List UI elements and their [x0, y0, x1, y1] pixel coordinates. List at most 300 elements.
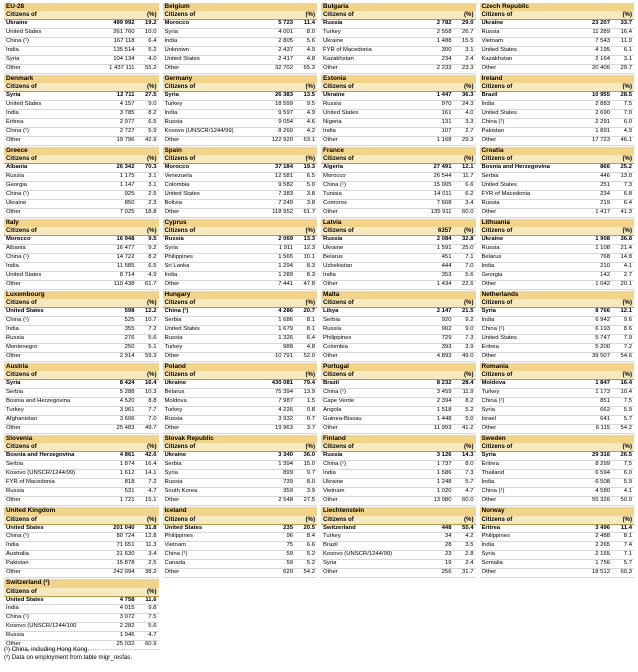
table-row — [4, 164, 159, 173]
row-count: 29 316 — [591, 452, 610, 459]
row-citizenship: Morocco — [164, 164, 190, 171]
row-percent: 11.4 — [620, 524, 632, 531]
row-count: 8 232 — [436, 380, 452, 387]
table-row — [4, 542, 159, 551]
table-row — [321, 20, 476, 29]
header-total — [95, 11, 135, 19]
table-row — [163, 551, 318, 560]
table-row — [480, 380, 635, 389]
table-row — [480, 65, 635, 74]
row-count: 3 785 — [119, 110, 135, 117]
row-percent: 6.5 — [148, 263, 157, 270]
row-count: 3 459 — [436, 389, 452, 396]
row-percent: 7.1 — [465, 254, 474, 261]
row-citizenship: Other — [481, 497, 497, 504]
row-citizenship: China (¹) — [6, 38, 29, 45]
row-citizenship: India — [481, 317, 495, 324]
row-percent: 27.5 — [145, 92, 157, 99]
header-percent: (%) — [147, 371, 157, 379]
row-count: 80 724 — [116, 533, 135, 540]
table-header — [480, 227, 635, 236]
header-percent: (%) — [305, 155, 315, 163]
row-count: 598 — [124, 308, 135, 315]
row-citizenship: Syria — [481, 452, 496, 459]
row-citizenship: Other — [164, 425, 180, 432]
row-count: 3 932 — [278, 416, 293, 423]
table-row — [163, 38, 318, 47]
country-table — [4, 579, 159, 650]
row-citizenship: Russia — [481, 200, 500, 207]
row-citizenship: Ukraine — [164, 452, 187, 459]
row-count: 18 512 — [591, 569, 610, 576]
row-citizenship: Georgia — [6, 182, 27, 189]
row-percent: 8.0 — [306, 479, 315, 486]
header-total — [412, 83, 452, 91]
country-title: Belgium — [163, 3, 318, 11]
row-percent: 36.0 — [303, 452, 315, 459]
row-count: 7 987 — [278, 398, 293, 405]
row-citizenship: Other — [481, 137, 497, 144]
table-row — [4, 110, 159, 119]
row-citizenship: United States — [323, 110, 359, 117]
table-row — [321, 533, 476, 542]
header-citizens-of: Citizens of — [6, 515, 37, 523]
row-count: 988 — [283, 344, 293, 351]
header-citizens-of: Citizens of — [323, 371, 354, 379]
row-percent: 7.3 — [465, 335, 474, 342]
row-count: 9 597 — [278, 110, 293, 117]
row-percent: 23.3 — [462, 65, 474, 72]
country-title: Latvia — [321, 219, 476, 227]
table-row — [4, 416, 159, 425]
row-citizenship: China (¹) — [481, 398, 505, 405]
row-percent: 28.4 — [462, 380, 474, 387]
country-title: EU-28 — [4, 3, 159, 11]
table-row — [321, 560, 476, 569]
row-percent: 3.3 — [465, 119, 474, 126]
country-table — [480, 435, 635, 506]
table-header — [4, 227, 159, 236]
header-total — [253, 371, 293, 379]
row-percent: 9.2 — [465, 317, 474, 324]
row-percent: 70.3 — [145, 164, 157, 171]
row-count: 2 488 — [595, 533, 610, 540]
row-count: 1 908 — [595, 236, 610, 243]
row-percent: 20.7 — [303, 308, 315, 315]
row-citizenship: India — [6, 110, 19, 117]
table-header — [4, 371, 159, 380]
row-citizenship: United States — [481, 182, 517, 189]
row-citizenship: South Korea — [164, 488, 198, 495]
row-count: 970 — [441, 101, 452, 108]
table-row — [480, 200, 635, 209]
row-citizenship: Vietnam — [323, 488, 345, 495]
row-citizenship: Colombia — [323, 344, 348, 351]
row-count: 11 289 — [592, 29, 610, 36]
table-header — [163, 83, 318, 92]
row-citizenship: Russia — [164, 479, 183, 486]
row-citizenship: Nigeria — [323, 119, 342, 126]
row-count: 2 805 — [278, 38, 293, 45]
row-citizenship: India — [6, 263, 19, 270]
header-percent: (%) — [622, 83, 632, 91]
header-total: 6357 — [437, 227, 452, 235]
row-percent: 7.5 — [623, 101, 632, 108]
row-citizenship: Bosnia and Herzegovina — [481, 164, 550, 171]
row-percent: 3.1 — [623, 56, 632, 63]
row-citizenship: United States — [6, 308, 44, 315]
table-row — [321, 173, 476, 182]
row-count: 10 955 — [591, 92, 610, 99]
country-title: Austria — [4, 363, 159, 371]
row-count: 1 168 — [436, 137, 452, 144]
row-percent: 42.9 — [145, 137, 157, 144]
row-percent: 5.7 — [623, 560, 632, 567]
row-count: 2 548 — [278, 497, 293, 504]
row-citizenship: Ukraine — [164, 380, 187, 387]
row-citizenship: India — [323, 128, 336, 135]
row-citizenship: Other — [323, 569, 338, 576]
row-citizenship: Brazil — [323, 380, 340, 387]
row-count: 2 437 — [278, 47, 293, 54]
row-citizenship: Kosovo (UNSCR/1244/100 — [6, 623, 77, 630]
table-row — [480, 164, 635, 173]
row-percent: 8.0 — [306, 29, 315, 36]
row-citizenship: Other — [323, 281, 338, 288]
row-citizenship: Other — [6, 569, 21, 576]
row-citizenship: Uzbekistan — [323, 263, 353, 270]
row-count: 18 599 — [274, 101, 293, 108]
row-count: 21 630 — [116, 551, 135, 558]
row-count: 8 766 — [595, 308, 610, 315]
header-citizens-of: Citizens of — [164, 11, 196, 19]
table-row — [321, 47, 476, 56]
header-citizens-of: Citizens of — [481, 83, 513, 91]
row-count: 1 679 — [278, 326, 293, 333]
table-row — [321, 407, 476, 416]
row-citizenship: Eritrea — [481, 524, 501, 531]
row-citizenship: Bosnia and Herzegovina — [6, 398, 71, 405]
row-percent: 5.0 — [306, 182, 315, 189]
row-citizenship: China (¹) — [323, 182, 346, 189]
row-percent: 6.6 — [306, 542, 315, 549]
table-row — [321, 245, 476, 254]
row-count: 23 — [444, 551, 452, 558]
row-citizenship: United States — [6, 596, 44, 603]
row-percent: 12.3 — [303, 245, 315, 252]
table-row — [480, 560, 635, 569]
row-count: 2 782 — [436, 20, 452, 27]
table-row — [4, 200, 159, 209]
row-percent: 12.1 — [620, 308, 632, 315]
table-row — [480, 353, 635, 362]
header-total — [253, 299, 293, 307]
row-count: 818 — [124, 479, 135, 486]
row-citizenship: Montenegro — [6, 344, 38, 351]
row-count: 2 914 — [119, 353, 135, 360]
row-citizenship: Venezuela — [164, 173, 193, 180]
table-header — [321, 11, 476, 20]
table-row — [321, 119, 476, 128]
row-percent: 0.7 — [306, 416, 315, 423]
row-count: 4 226 — [278, 407, 293, 414]
table-row — [321, 461, 476, 470]
row-count: 1 447 — [436, 92, 452, 99]
country-title: Liechtenstein — [321, 507, 476, 515]
row-percent: 8.4 — [306, 533, 315, 540]
row-count: 142 — [600, 272, 610, 279]
table-row — [4, 479, 159, 488]
row-percent: 7.5 — [148, 614, 157, 621]
row-percent: 7.5 — [623, 461, 632, 468]
row-percent: 61.7 — [303, 209, 315, 216]
row-citizenship: Russia — [323, 326, 342, 333]
row-percent: 4.0 — [148, 56, 157, 63]
row-citizenship: India — [481, 542, 495, 549]
row-citizenship: Other — [481, 353, 497, 360]
row-percent: 6.6 — [465, 182, 474, 189]
table-row — [4, 632, 159, 641]
row-citizenship: Turkey — [323, 533, 341, 540]
table-row — [163, 353, 318, 362]
row-percent: 11.7 — [462, 173, 474, 180]
table-row — [163, 344, 318, 353]
row-citizenship: Other — [6, 353, 21, 360]
row-citizenship: United States — [164, 524, 203, 531]
row-count: 28 — [444, 542, 452, 549]
country-table — [321, 147, 476, 218]
row-citizenship: China (¹) — [164, 308, 189, 315]
table-row — [4, 569, 159, 578]
row-citizenship: United States — [6, 524, 44, 531]
row-percent: 3.1 — [148, 182, 157, 189]
country-title: Malta — [321, 291, 476, 299]
row-count: 1 417 — [595, 209, 610, 216]
row-count: 499 992 — [113, 20, 135, 27]
country-title: Italy — [4, 219, 159, 227]
row-citizenship: Bolivia — [164, 200, 182, 207]
row-count: 4 015 — [119, 605, 135, 612]
row-count: 9 054 — [278, 119, 293, 126]
header-total — [95, 371, 135, 379]
row-count: 3 340 — [278, 452, 293, 459]
table-row — [163, 479, 318, 488]
row-count: 1 108 — [595, 245, 610, 252]
header-percent: (%) — [147, 515, 157, 523]
row-citizenship: United States — [481, 110, 517, 117]
header-citizens-of: Citizens of — [323, 83, 354, 91]
header-total — [570, 155, 610, 163]
row-percent: 29.7 — [620, 65, 632, 72]
table-header — [4, 588, 159, 597]
row-count: 122 920 — [271, 137, 293, 144]
country-table — [4, 75, 159, 146]
row-citizenship: Russia — [6, 488, 25, 495]
table-header — [480, 11, 635, 20]
country-table — [480, 507, 635, 578]
row-count: 1 847 — [595, 380, 610, 387]
table-row — [163, 182, 318, 191]
table-row — [480, 525, 635, 534]
row-percent: 6.2 — [465, 191, 474, 198]
table-row — [321, 525, 476, 534]
row-count: 1 020 — [436, 488, 452, 495]
row-percent: 22.6 — [462, 281, 474, 288]
table-row — [4, 353, 159, 362]
row-percent: 36.8 — [620, 236, 632, 243]
row-citizenship: Other — [481, 65, 497, 72]
row-count: 1 518 — [436, 407, 452, 414]
table-row — [163, 470, 318, 479]
row-count: 902 — [441, 326, 452, 333]
row-citizenship: India — [164, 110, 178, 117]
row-count: 729 — [441, 335, 452, 342]
table-header — [480, 516, 635, 525]
row-citizenship: India — [6, 326, 19, 333]
row-count: 14 011 — [433, 191, 452, 198]
row-citizenship: China (¹) — [481, 119, 505, 126]
table-row — [321, 191, 476, 200]
row-citizenship: India — [6, 47, 19, 54]
row-percent: 3.9 — [465, 344, 474, 351]
row-count: 920 — [441, 317, 452, 324]
row-citizenship: Israel — [481, 416, 496, 423]
table-row — [4, 119, 159, 128]
table-header — [321, 516, 476, 525]
row-percent: 1.5 — [306, 398, 315, 405]
row-count: 300 — [441, 47, 452, 54]
country-title: Hungary — [163, 291, 318, 299]
row-percent: 7.1 — [623, 551, 632, 558]
row-citizenship: Russia — [323, 452, 343, 459]
table-row — [480, 47, 635, 56]
table-row — [480, 254, 635, 263]
row-citizenship: Eritrea — [6, 119, 24, 126]
country-title: Finland — [321, 435, 476, 443]
row-percent: 16.4 — [620, 380, 632, 387]
header-total — [95, 443, 135, 451]
row-citizenship: Pakistan — [481, 128, 505, 135]
row-percent: 6.1 — [623, 47, 632, 54]
header-percent: (%) — [622, 299, 632, 307]
row-citizenship: Philippines — [481, 533, 510, 540]
row-percent: 6.4 — [623, 200, 632, 207]
table-row — [4, 380, 159, 389]
row-percent: 49.7 — [145, 425, 157, 432]
row-count: 12 581 — [274, 173, 293, 180]
country-title: Romania — [480, 363, 635, 371]
country-table — [163, 363, 318, 434]
table-row — [480, 92, 635, 101]
row-count: 1 946 — [119, 632, 135, 639]
row-count: 7 441 — [278, 281, 293, 288]
table-row — [480, 425, 635, 434]
country-title: Sweden — [480, 435, 635, 443]
table-row — [163, 452, 318, 461]
row-percent: 7.3 — [465, 470, 474, 477]
row-citizenship: India — [6, 542, 19, 549]
row-percent: 5.2 — [148, 47, 157, 54]
row-count: 59 — [286, 551, 293, 558]
row-count: 6 115 — [595, 425, 610, 432]
row-percent: 19.3 — [303, 164, 315, 171]
table-row — [163, 398, 318, 407]
row-count: 899 — [283, 470, 293, 477]
header-percent: (%) — [622, 227, 632, 235]
header-percent: (%) — [147, 155, 157, 163]
row-citizenship: India — [164, 272, 178, 279]
table-row — [4, 551, 159, 560]
header-percent: (%) — [305, 227, 315, 235]
row-count: 27 491 — [433, 164, 452, 171]
table-row — [163, 101, 318, 110]
row-count: 59 — [286, 560, 293, 567]
header-percent: (%) — [622, 155, 632, 163]
row-count: 739 — [283, 479, 293, 486]
row-count: 1 147 — [119, 182, 135, 189]
row-citizenship: Syria — [6, 56, 20, 63]
table-header — [321, 155, 476, 164]
row-citizenship: China (¹) — [6, 533, 29, 540]
row-percent: 60.3 — [620, 569, 632, 576]
row-percent: 49.0 — [462, 353, 474, 360]
row-percent: 12.2 — [145, 308, 157, 315]
table-row — [321, 272, 476, 281]
header-citizens-of: Citizens of — [323, 443, 354, 451]
row-count: 1 721 — [119, 497, 135, 504]
table-row — [4, 29, 159, 38]
row-citizenship: United States — [164, 326, 200, 333]
header-total — [95, 227, 135, 235]
country-title: United Kingdom — [4, 507, 159, 515]
row-count: 5 200 — [595, 344, 610, 351]
row-citizenship: Vietnam — [481, 38, 504, 45]
table-row — [321, 569, 476, 578]
row-citizenship: Serbia — [164, 461, 182, 468]
row-count: 15 878 — [116, 560, 135, 567]
table-row — [4, 101, 159, 110]
row-count: 26 544 — [433, 173, 452, 180]
row-percent: 4.0 — [465, 110, 474, 117]
table-row — [163, 209, 318, 218]
row-citizenship: Tunisia — [323, 191, 342, 198]
row-percent: 60.9 — [145, 641, 157, 648]
row-citizenship: Moldova — [164, 398, 187, 405]
row-citizenship: Russia — [323, 20, 343, 27]
row-count: 12 711 — [116, 92, 135, 99]
row-percent: 47.8 — [303, 281, 315, 288]
row-citizenship: Other — [6, 281, 21, 288]
table-row — [4, 389, 159, 398]
header-total — [412, 155, 452, 163]
header-percent: (%) — [464, 443, 474, 451]
row-citizenship: Guinea-Bissau — [323, 416, 362, 423]
country-title: Poland — [163, 363, 318, 371]
table-row — [4, 182, 159, 191]
table-row — [321, 380, 476, 389]
table-row — [4, 452, 159, 461]
row-citizenship: Syria — [481, 551, 495, 558]
row-citizenship: Syria — [481, 308, 496, 315]
row-citizenship: Pakistan — [6, 560, 29, 567]
country-title: Germany — [163, 75, 318, 83]
header-citizens-of: Citizens of — [6, 299, 37, 307]
row-count: 662 — [600, 407, 610, 414]
table-row — [163, 525, 318, 534]
row-percent: 3.7 — [306, 425, 315, 432]
row-count: 256 — [441, 569, 452, 576]
row-count: 9 582 — [278, 182, 293, 189]
